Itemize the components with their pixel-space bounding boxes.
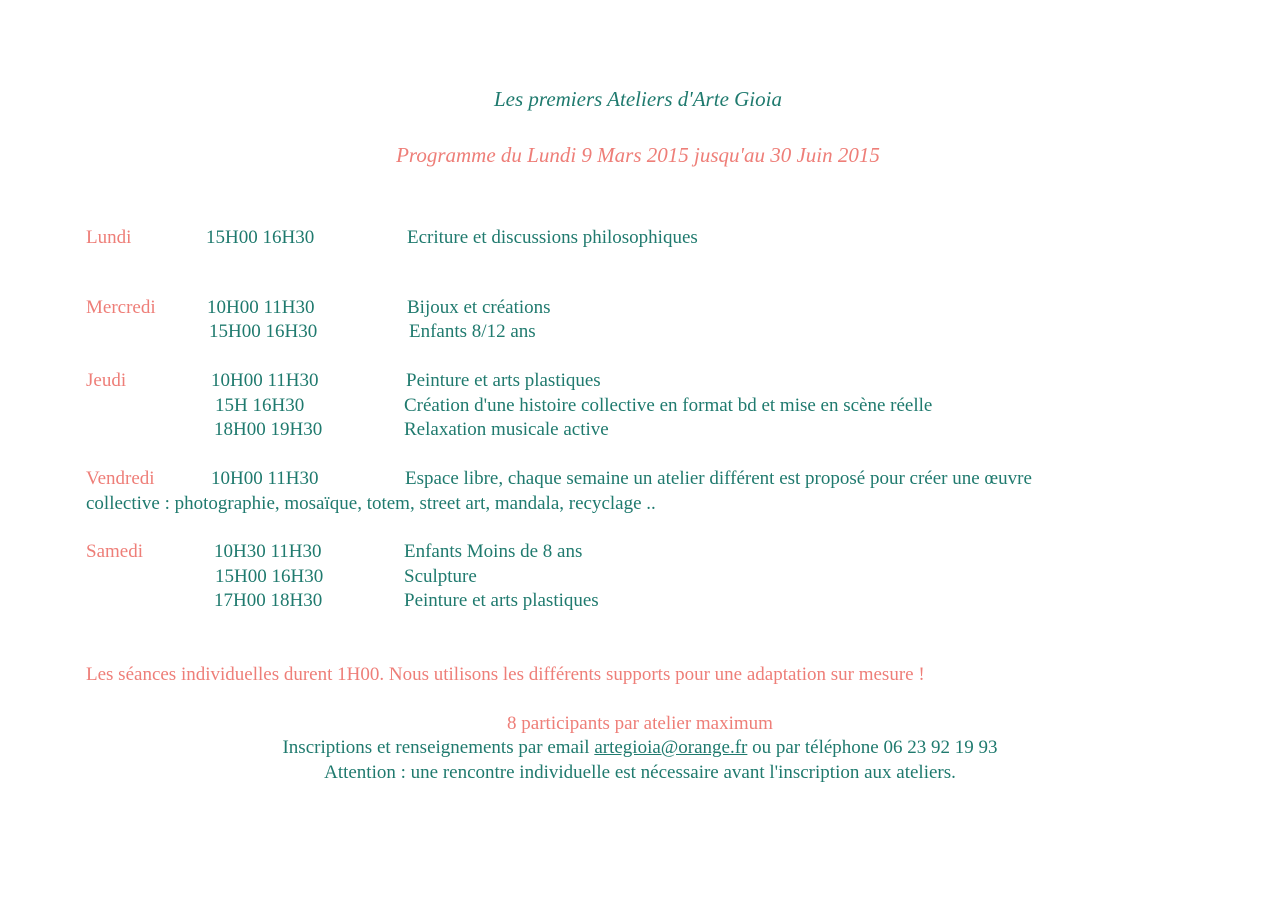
session-activity: Relaxation musicale active [404, 419, 609, 440]
session-time: 10H00 11H30 [211, 468, 319, 489]
session-time: 18H00 19H30 [214, 419, 323, 440]
page-title: Les premiers Ateliers d'Arte Gioia [494, 87, 782, 111]
individual-sessions-note: Les séances individuelles durent 1H00. Nous utilisons les différents supports pour une adaptation sur mesure ! [86, 664, 925, 685]
day-label-samedi: Samedi [86, 541, 143, 562]
day-label-mercredi: Mercredi [86, 297, 156, 318]
session-activity: Sculpture [404, 566, 477, 587]
session-time: 10H00 11H30 [207, 297, 315, 318]
session-time: 17H00 18H30 [214, 590, 323, 611]
contact-suffix: ou par téléphone 06 23 92 19 93 [752, 737, 998, 758]
contact-prefix: Inscriptions et renseignements par email [282, 737, 590, 758]
session-time: 15H 16H30 [215, 395, 305, 416]
day-label-vendredi: Vendredi [86, 468, 155, 489]
contact-line [0, 737, 1280, 759]
attention-note: Attention : une rencontre individuelle est nécessaire avant l'inscription aux ateliers. [324, 762, 956, 783]
session-activity: Enfants Moins de 8 ans [404, 541, 583, 562]
email-link[interactable]: artegioia@orange.fr [594, 737, 748, 758]
session-activity: Enfants 8/12 ans [409, 321, 536, 342]
session-activity: Création d'une histoire collective en format bd et mise en scène réelle [404, 395, 933, 416]
session-activity: Peinture et arts plastiques [406, 370, 601, 391]
day-label-lundi: Lundi [86, 227, 132, 248]
max-participants-note: 8 participants par atelier maximum [507, 713, 773, 734]
session-activity: Peinture et arts plastiques [404, 590, 599, 611]
program-subtitle: Programme du Lundi 9 Mars 2015 jusqu'au 30 Juin 2015 [396, 143, 880, 167]
session-activity: Espace libre, chaque semaine un atelier différent est proposé pour créer une œuvre [405, 468, 1032, 489]
session-activity: Bijoux et créations [407, 297, 551, 318]
session-activity: Ecriture et discussions philosophiques [407, 227, 698, 248]
day-label-jeudi: Jeudi [86, 370, 127, 391]
session-activity-continuation: collective : photographie, mosaïque, totem, street art, mandala, recyclage .. [86, 493, 656, 514]
session-time: 10H30 11H30 [214, 541, 322, 562]
session-time: 15H00 16H30 [215, 566, 324, 587]
session-time: 15H00 16H30 [206, 227, 315, 248]
session-time: 10H00 11H30 [211, 370, 319, 391]
session-time: 15H00 16H30 [209, 321, 318, 342]
